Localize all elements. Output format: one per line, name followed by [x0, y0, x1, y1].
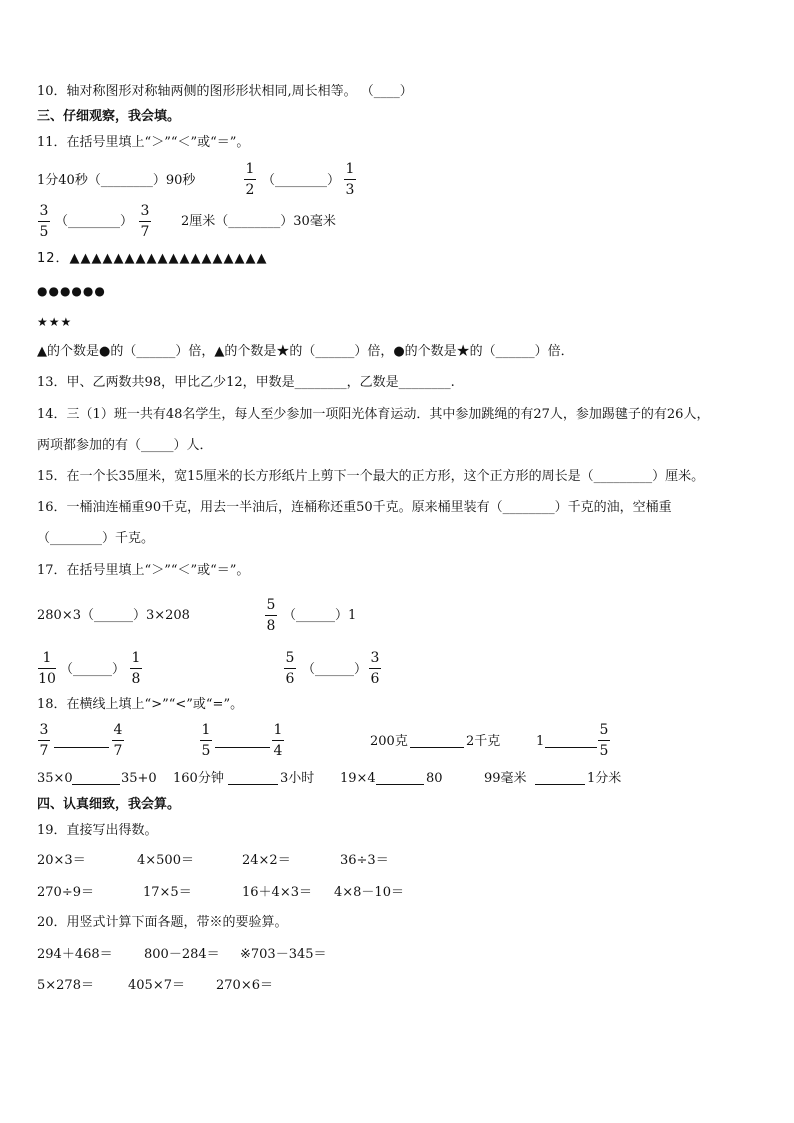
- q11-item-a: 1分40秒（________）90秒: [37, 173, 196, 188]
- question-16-line2: （________）千克。: [37, 531, 155, 546]
- q17-blank-d: （______）: [302, 662, 368, 677]
- q18-fraction-4: 1 4: [273, 722, 283, 759]
- q18-answer-line[interactable]: [545, 735, 597, 748]
- q19-item: 270÷9＝: [37, 885, 94, 900]
- q17-fraction-c-left: 1 10: [38, 650, 56, 687]
- question-18-label: 18．在横线上填上“>”“<”或“=”。: [37, 697, 244, 712]
- q18-fraction-3: 1 5: [201, 722, 211, 759]
- q18-fraction-1: 3 7: [39, 722, 49, 759]
- q17-blank-c: （______）: [60, 662, 126, 677]
- question-10: 10．轴对称图形对称轴两侧的图形形状相同,周长相等。 （____）: [37, 84, 413, 99]
- q18-row2-c-right: 80: [426, 771, 443, 786]
- q17-fraction-d-left: 5 6: [285, 650, 295, 687]
- q20-item: 270×6＝: [216, 978, 273, 993]
- q20-item: ※703－345＝: [240, 947, 327, 962]
- section-4-heading: 四、认真细致，我会算。: [37, 797, 181, 812]
- q11-fraction-c-left: 3 5: [39, 203, 49, 240]
- q11-fraction-b-left: 1 2: [245, 161, 255, 198]
- q19-item: 36÷3＝: [340, 853, 389, 868]
- q18-answer-line[interactable]: [228, 772, 278, 785]
- q18-row2-a-right: 35+0: [121, 771, 157, 786]
- q19-item: 24×2＝: [242, 853, 291, 868]
- q20-item: 294＋468＝: [37, 947, 113, 962]
- question-14-line2: 两项都参加的有（_____）人．: [37, 438, 213, 453]
- q11-blank-c: （________）: [55, 214, 134, 229]
- q11-fraction-b-right: 1 3: [345, 161, 355, 198]
- question-14-line1: 14．三（1）班一共有48名学生，每人至少参加一项阳光体育运动．其中参加跳绳的有27人，参加踢毽子的有26人，: [37, 407, 710, 422]
- q18-answer-line[interactable]: [376, 772, 424, 785]
- q18-row2-d-right: 1分米: [587, 771, 622, 786]
- question-13: 13．甲、乙两数共98，甲比乙少12，甲数是________，乙数是________.: [37, 375, 455, 390]
- question-15: 15．在一个长35厘米，宽15厘米的长方形纸片上剪下一个最大的正方形，这个正方形的周长是（_________）厘米。: [37, 469, 705, 484]
- q19-item: 20×3＝: [37, 853, 86, 868]
- q20-item: 800－284＝: [144, 947, 220, 962]
- q17-item-b: （______）1: [283, 608, 357, 623]
- q18-row2-b-right: 3小时: [280, 771, 315, 786]
- question-12-triangles: 12．▲▲▲▲▲▲▲▲▲▲▲▲▲▲▲▲▲▲: [37, 251, 268, 266]
- q12-stars: ★★★: [37, 315, 73, 329]
- q19-item: 4×8－10＝: [334, 885, 404, 900]
- q18-answer-line[interactable]: [72, 772, 120, 785]
- q17-fraction-d-right: 3 6: [370, 650, 380, 687]
- q12-circles: ●●●●●●: [37, 284, 106, 298]
- q19-item: 17×5＝: [143, 885, 192, 900]
- q18-answer-line[interactable]: [535, 772, 585, 785]
- q19-item: 16＋4×3＝: [242, 885, 312, 900]
- q18-row2-c-left: 19×4: [340, 771, 376, 786]
- q18-answer-line[interactable]: [215, 735, 270, 748]
- q17-fraction-b-left: 5 8: [266, 597, 276, 634]
- question-16-line1: 16．一桶油连桶重90千克，用去一半油后，连桶称还重50千克。原来桶里装有（________）千克的油，空桶重: [37, 500, 672, 515]
- q18-row2-b-left: 160分钟: [173, 771, 224, 786]
- q20-item: 405×7＝: [128, 978, 185, 993]
- q18-answer-line[interactable]: [54, 735, 109, 748]
- q17-item-a: 280×3（______）3×208: [37, 608, 190, 623]
- q11-item-d: 2厘米（________）30毫米: [181, 214, 336, 229]
- q18-item-g-left: 1: [536, 734, 545, 749]
- q19-item: 4×500＝: [137, 853, 194, 868]
- q18-answer-line[interactable]: [410, 735, 464, 748]
- question-17-label: 17．在括号里填上“＞”“＜”或“＝”。: [37, 563, 250, 578]
- q18-item-e-right: 2千克: [466, 734, 501, 749]
- q11-fraction-c-right: 3 7: [140, 203, 150, 240]
- q18-item-e-left: 200克: [370, 734, 408, 749]
- question-11-label: 11．在括号里填上“＞”“＜”或“＝”。: [37, 135, 250, 150]
- q18-row2-d-left: 99毫米: [484, 771, 527, 786]
- q17-fraction-c-right: 1 8: [131, 650, 141, 687]
- q20-item: 5×278＝: [37, 978, 94, 993]
- section-3-heading: 三、仔细观察，我会填。: [37, 109, 181, 124]
- question-19-label: 19．直接写出得数。: [37, 823, 158, 838]
- q18-row2-a-left: 35×0: [37, 771, 73, 786]
- q18-fraction-5: 5 5: [599, 722, 609, 759]
- q12-text: ▲的个数是●的（______）倍，▲的个数是★的（______）倍，●的个数是★的（______）倍．: [37, 344, 574, 359]
- question-20-label: 20．用竖式计算下面各题，带※的要验算。: [37, 915, 288, 930]
- q11-blank-b: （________）: [262, 173, 341, 188]
- q18-fraction-2: 4 7: [113, 722, 123, 759]
